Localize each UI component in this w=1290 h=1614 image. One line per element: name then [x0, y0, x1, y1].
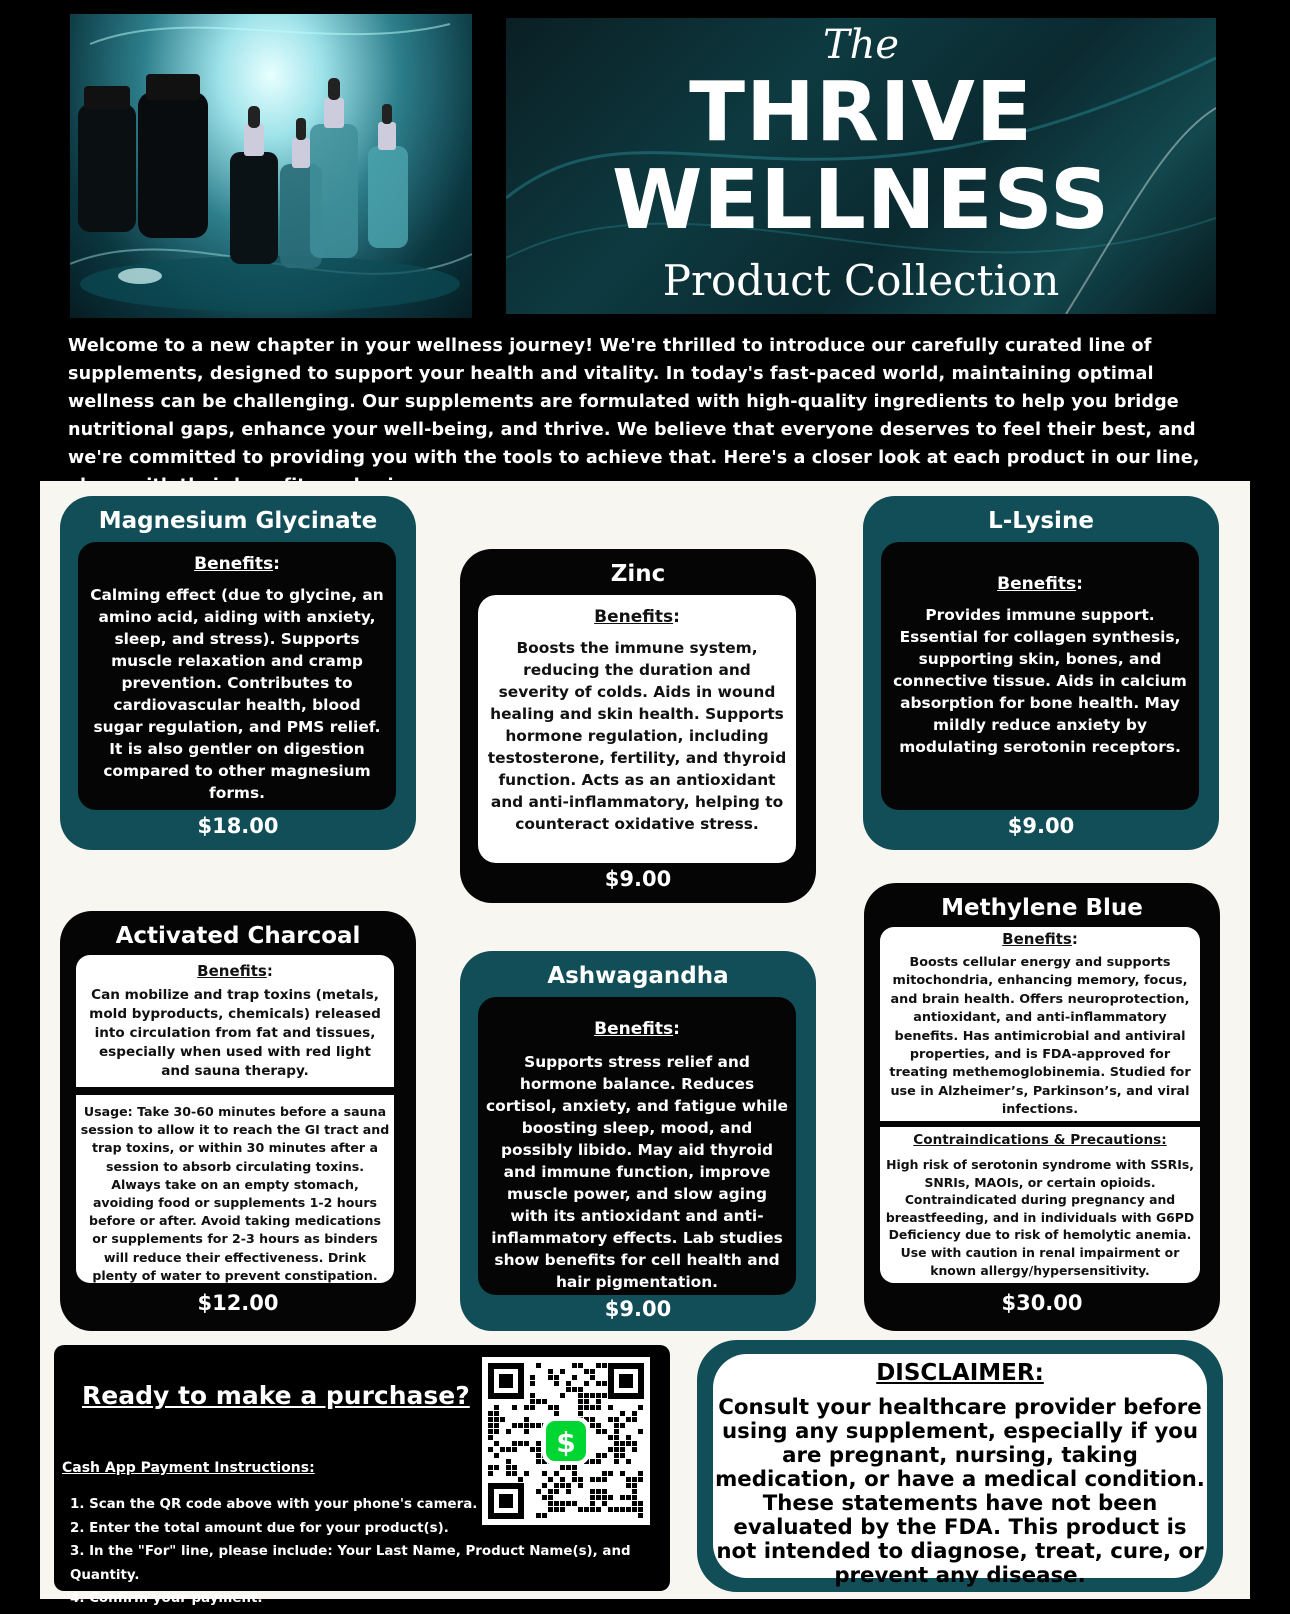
qr-module	[614, 1453, 619, 1458]
qr-module	[506, 1447, 511, 1452]
contraindications-label: Contraindications & Precautions:	[913, 1132, 1167, 1148]
title-thrive: THRIVE	[689, 65, 1033, 160]
qr-module	[554, 1501, 559, 1506]
qr-module	[590, 1423, 595, 1428]
qr-module	[554, 1507, 559, 1512]
product-card-ashwagandha	[460, 951, 816, 1331]
qr-module	[638, 1513, 643, 1518]
qr-module	[590, 1417, 595, 1422]
qr-module	[494, 1411, 499, 1416]
qr-module	[632, 1447, 637, 1452]
benefits-box: Benefits: Provides immune support. Essential for collagen synthesis, supporting skin, bones, and connective tissue. Aids in calcium absorption for bone health. May mildly reduce anxiety by modulating serotonin receptors.	[881, 542, 1199, 810]
benefits-text: Can mobilize and trap toxins (metals, mold byproducts, chemicals) released into circulation from fat and tissues, especially when used with red light and sauna therapy.	[89, 987, 381, 1079]
qr-module	[488, 1417, 493, 1422]
qr-module	[578, 1507, 583, 1512]
qr-module	[602, 1471, 607, 1476]
qr-module	[614, 1435, 619, 1440]
qr-module	[602, 1453, 607, 1458]
qr-module	[632, 1501, 637, 1506]
qr-module	[584, 1399, 589, 1404]
qr-module	[620, 1411, 625, 1416]
qr-module	[536, 1423, 541, 1428]
qr-module	[524, 1405, 529, 1410]
qr-module	[620, 1441, 625, 1446]
product-name: Magnesium Glycinate	[98, 508, 378, 534]
qr-module	[494, 1429, 499, 1434]
qr-module	[572, 1363, 577, 1368]
qr-module	[560, 1393, 565, 1398]
qr-module	[488, 1435, 493, 1440]
qr-module	[632, 1441, 637, 1446]
qr-module	[560, 1483, 565, 1488]
qr-module	[554, 1471, 559, 1476]
qr-module	[590, 1495, 595, 1500]
qr-module	[632, 1495, 637, 1500]
qr-module	[488, 1429, 493, 1434]
qr-module	[488, 1447, 493, 1452]
qr-module	[536, 1489, 541, 1494]
qr-module	[560, 1507, 565, 1512]
purchase-heading: Ready to make a purchase?	[82, 1381, 470, 1410]
qr-module	[602, 1429, 607, 1434]
qr-module	[530, 1375, 535, 1380]
qr-module	[524, 1417, 529, 1422]
product-name: Methylene Blue	[941, 895, 1143, 921]
benefits-box: Benefits: Can mobilize and trap toxins (metals, mold byproducts, chemicals) released into circulation from fat and tissues, especially when used with red light and sauna therapy.	[76, 955, 394, 1087]
qr-module	[632, 1483, 637, 1488]
qr-module	[596, 1495, 601, 1500]
benefits-label: Benefits	[194, 554, 274, 574]
qr-module	[524, 1429, 529, 1434]
qr-module	[578, 1393, 583, 1398]
qr-module	[494, 1453, 499, 1458]
qr-module	[632, 1417, 637, 1422]
qr-module	[566, 1483, 571, 1488]
product-price: $30.00	[1001, 1291, 1083, 1315]
qr-module	[494, 1423, 499, 1428]
qr-module	[584, 1405, 589, 1410]
qr-module	[566, 1387, 571, 1392]
benefits-text: Boosts cellular energy and supports mitochondria, enhancing memory, focus, and brain health. Offers neuroprotection, antioxidant, and anti-inflammatory benefits. Has antimicrobial and antiviral properties, and is FDA-approved for treating methemoglobinemia. Studied for use in Alzheimer’s, Parkinson’s, and viral infections.	[889, 955, 1191, 1118]
qr-module	[602, 1363, 607, 1368]
qr-module	[488, 1423, 493, 1428]
qr-module	[488, 1465, 493, 1470]
qr-module	[608, 1405, 613, 1410]
qr-module	[602, 1393, 607, 1398]
qr-module	[632, 1411, 637, 1416]
qr-module	[572, 1375, 577, 1380]
qr-module	[614, 1417, 619, 1422]
qr-module	[614, 1429, 619, 1434]
qr-module	[608, 1417, 613, 1422]
qr-module	[638, 1405, 643, 1410]
qr-module	[602, 1381, 607, 1386]
product-card-charcoal	[60, 911, 416, 1331]
instruction-step: 4. Confirm your payment.	[70, 1591, 263, 1606]
qr-module	[638, 1471, 643, 1476]
qr-module	[530, 1423, 535, 1428]
qr-module	[596, 1393, 601, 1398]
benefits-text: Calming effect (due to glycine, an amino acid, aiding with anxiety, sleep, and stress). Supports muscle relaxation and cramp prevention. Contributes to cardiovascular health, blood sugar regulation, and PMS relief. It is also gentler on digestion compared to other magnesium forms.	[90, 586, 384, 802]
title-the: The	[822, 22, 900, 68]
qr-module	[506, 1429, 511, 1434]
qr-module	[536, 1459, 541, 1464]
qr-module	[548, 1501, 553, 1506]
qr-module	[626, 1483, 631, 1488]
qr-module	[590, 1369, 595, 1374]
qr-module	[572, 1501, 577, 1506]
qr-module	[536, 1441, 541, 1446]
qr-module	[602, 1477, 607, 1482]
qr-module	[596, 1405, 601, 1410]
disclaimer-inner	[713, 1354, 1207, 1588]
qr-module	[584, 1507, 589, 1512]
qr-module	[626, 1417, 631, 1422]
qr-module	[596, 1429, 601, 1434]
qr-module	[614, 1447, 619, 1452]
qr-module	[614, 1507, 619, 1512]
qr-module	[566, 1501, 571, 1506]
instruction-step: 2. Enter the total amount due for your product(s).	[70, 1520, 449, 1536]
qr-module	[548, 1405, 553, 1410]
qr-module	[512, 1471, 517, 1476]
qr-module	[620, 1495, 625, 1500]
qr-module	[572, 1465, 577, 1470]
product-price: $9.00	[604, 1297, 672, 1321]
qr-module	[578, 1363, 583, 1368]
qr-module	[530, 1447, 535, 1452]
qr-module	[578, 1477, 583, 1482]
qr-module	[548, 1489, 553, 1494]
qr-module	[590, 1459, 595, 1464]
qr-module	[620, 1447, 625, 1452]
qr-module	[638, 1501, 643, 1506]
instruction-step: 1. Scan the QR code above with your phone's camera.	[70, 1497, 478, 1512]
qr-code-icon[interactable]	[482, 1357, 650, 1525]
qr-module	[608, 1495, 613, 1500]
benefits-label: Benefits	[594, 607, 674, 627]
qr-module	[590, 1489, 595, 1494]
qr-module	[596, 1507, 601, 1512]
qr-module	[542, 1495, 547, 1500]
qr-module	[596, 1381, 601, 1386]
qr-module	[506, 1471, 511, 1476]
qr-module	[590, 1393, 595, 1398]
qr-module	[608, 1507, 613, 1512]
qr-module	[614, 1423, 619, 1428]
qr-module	[494, 1441, 499, 1446]
qr-module	[530, 1393, 535, 1398]
qr-module	[590, 1477, 595, 1482]
product-price: $12.00	[197, 1291, 279, 1315]
qr-module	[584, 1393, 589, 1398]
product-price: $9.00	[604, 867, 672, 891]
qr-module	[608, 1447, 613, 1452]
qr-module	[590, 1405, 595, 1410]
qr-module	[518, 1477, 523, 1482]
qr-module	[578, 1483, 583, 1488]
qr-module	[626, 1477, 631, 1482]
qr-module	[578, 1405, 583, 1410]
qr-module	[560, 1501, 565, 1506]
qr-module	[602, 1501, 607, 1506]
title-wellness: WELLNESS	[611, 153, 1111, 248]
qr-module	[626, 1459, 631, 1464]
qr-module	[572, 1387, 577, 1392]
qr-module	[590, 1375, 595, 1380]
qr-module	[572, 1471, 577, 1476]
benefits-text: Supports stress relief and hormone balance. Reduces cortisol, anxiety, and fatigue while boosting sleep, mood, and possibly libido. May aid thyroid and immune function, improve muscle power, and slow aging with its antioxidant and anti-inflammatory effects. Lab studies show benefits for cell health and hair pigmentation.	[486, 1053, 788, 1291]
product-name: Activated Charcoal	[115, 923, 361, 949]
product-card-lysine	[863, 496, 1219, 850]
qr-module	[524, 1471, 529, 1476]
svg-text:$: $	[556, 1426, 576, 1459]
qr-module	[530, 1381, 535, 1386]
qr-module	[512, 1465, 517, 1470]
qr-module	[566, 1465, 571, 1470]
product-name: Ashwagandha	[547, 963, 729, 989]
qr-module	[542, 1483, 547, 1488]
qr-module	[578, 1411, 583, 1416]
qr-module	[596, 1489, 601, 1494]
qr-module	[512, 1441, 517, 1446]
qr-module	[596, 1453, 601, 1458]
qr-module	[524, 1441, 529, 1446]
qr-module	[584, 1369, 589, 1374]
qr-module	[548, 1369, 553, 1374]
qr-module	[632, 1507, 637, 1512]
qr-module	[626, 1495, 631, 1500]
qr-module	[614, 1441, 619, 1446]
disclaimer-box	[697, 1340, 1223, 1592]
title-banner	[506, 18, 1216, 314]
benefits-label: Benefits	[197, 962, 267, 980]
supplement-bottles-image	[70, 14, 472, 318]
qr-module	[620, 1471, 625, 1476]
qr-module	[542, 1471, 547, 1476]
qr-module	[608, 1435, 613, 1440]
qr-module	[602, 1489, 607, 1494]
benefits-text: Boosts the immune system, reducing the duration and severity of colds. Aids in wound healing and skin health. Supports hormone regulation, including testosterone, fertility, and thyroid function. Acts as an antioxidant and anti-inflammatory, helping to counteract oxidative stress.	[487, 639, 787, 833]
qr-module	[578, 1399, 583, 1404]
disclaimer-text: Consult your healthcare provider before using any supplement, especially if you are pregnant, nursing, taking medication, or have a medical condition. These statements have not been evaluated by the FDA. This product is not intended to diagnose, treat, cure, or prevent any disease.	[715, 1395, 1205, 1588]
qr-module	[620, 1507, 625, 1512]
qr-module	[536, 1453, 541, 1458]
qr-module	[536, 1513, 541, 1518]
qr-module	[632, 1477, 637, 1482]
qr-module	[512, 1447, 517, 1452]
product-card-magnesium	[60, 496, 416, 850]
qr-module	[578, 1387, 583, 1392]
qr-module	[500, 1417, 505, 1422]
qr-module	[518, 1423, 523, 1428]
qr-module	[512, 1423, 517, 1428]
qr-module	[638, 1477, 643, 1482]
product-card-zinc	[460, 549, 816, 903]
benefits-text: Provides immune support. Essential for collagen synthesis, supporting skin, bones, and connective tissue. Aids in calcium absorption for bone health. May mildly reduce anxiety by modulating serotonin receptors.	[893, 606, 1187, 756]
qr-module	[590, 1501, 595, 1506]
qr-module	[530, 1405, 535, 1410]
qr-module	[614, 1459, 619, 1464]
qr-module	[548, 1507, 553, 1512]
product-price: $18.00	[197, 814, 279, 838]
qr-module	[554, 1381, 559, 1386]
qr-module	[554, 1483, 559, 1488]
qr-module	[596, 1459, 601, 1464]
qr-module	[626, 1435, 631, 1440]
qr-module	[620, 1423, 625, 1428]
qr-module	[620, 1453, 625, 1458]
qr-module	[536, 1363, 541, 1368]
qr-module	[596, 1363, 601, 1368]
qr-module	[548, 1495, 553, 1500]
benefits-box: Benefits: Boosts cellular energy and supports mitochondria, enhancing memory, focus, and brain health. Offers neuroprotection, antioxidant, and anti-inflammatory benefits. Has antimicrobial and antiviral properties, and is FDA-approved for treating methemoglobinemia. Studied for use in Alzheimer’s, Parkinson’s, and viral infections.	[880, 927, 1200, 1121]
qr-module	[560, 1369, 565, 1374]
qr-module	[560, 1465, 565, 1470]
qr-module	[500, 1447, 505, 1452]
qr-module	[584, 1381, 589, 1386]
benefits-box: Benefits: Boosts the immune system, reducing the duration and severity of colds. Aids in wound healing and skin health. Supports hormone regulation, including testosterone, fertility, and thyroid function. Acts as an antioxidant and anti-inflammatory, helping to counteract oxidative stress.	[478, 595, 796, 863]
qr-module	[596, 1477, 601, 1482]
qr-module	[542, 1399, 547, 1404]
qr-module	[506, 1459, 511, 1464]
qr-module	[608, 1471, 613, 1476]
qr-module	[494, 1465, 499, 1470]
disclaimer-heading: DISCLAIMER:	[876, 1360, 1044, 1386]
product-card-methylene	[864, 883, 1220, 1331]
qr-module	[626, 1441, 631, 1446]
qr-module	[506, 1465, 511, 1470]
qr-module	[530, 1399, 535, 1404]
subtitle-product-collection: Product Collection	[662, 256, 1060, 305]
benefits-label: Benefits	[594, 1019, 674, 1039]
qr-module	[524, 1423, 529, 1428]
qr-module	[572, 1477, 577, 1482]
qr-module	[554, 1405, 559, 1410]
benefits-label: Benefits	[997, 574, 1077, 594]
usage-box	[76, 1095, 394, 1283]
qr-module	[560, 1477, 565, 1482]
qr-module	[536, 1399, 541, 1404]
benefits-box: Benefits: Calming effect (due to glycine, an amino acid, aiding with anxiety, sleep, and stress). Supports muscle relaxation and cramp prevention. Contributes to cardiovascular health, blood sugar regulation, and PMS relief. It is also gentler on digestion compared to other magnesium forms.	[78, 542, 396, 810]
qr-module	[566, 1489, 571, 1494]
contraindications-box	[880, 1127, 1200, 1283]
product-price: $9.00	[1007, 814, 1075, 838]
qr-module	[536, 1447, 541, 1452]
qr-module	[632, 1489, 637, 1494]
benefits-box: Benefits: Supports stress relief and hormone balance. Reduces cortisol, anxiety, and fatigue while boosting sleep, mood, and possibly libido. May aid thyroid and immune function, improve muscle power, and slow aging with its antioxidant and anti-inflammatory effects. Lab studies show benefits for cell health and hair pigmentation.	[478, 997, 796, 1295]
cash-app-instructions-heading: Cash App Payment Instructions:	[62, 1460, 315, 1476]
product-name: L-Lysine	[988, 508, 1094, 534]
qr-module	[554, 1489, 559, 1494]
qr-module	[512, 1405, 517, 1410]
qr-module	[494, 1405, 499, 1410]
intro-paragraph: Welcome to a new chapter in your wellness journey! We're thrilled to introduce our carefully curated line of supplements, designed to support your health and vitality. In today's fast-paced world, maintaining optimal wellness can be challenging. Our supplements are formulated with high-quality ingredients to help you bridge nutritional gaps, enhance your well-being, and thrive. We believe that everyone deserves to feel their best, and we're committed to providing you with the tools to achieve that. Here's a closer look at each product in our line,	[68, 336, 1200, 468]
qr-module	[596, 1399, 601, 1404]
qr-module	[596, 1423, 601, 1428]
qr-module	[488, 1411, 493, 1416]
qr-module	[488, 1471, 493, 1476]
qr-module	[518, 1441, 523, 1446]
qr-module	[566, 1381, 571, 1386]
qr-module	[494, 1417, 499, 1422]
qr-module	[602, 1495, 607, 1500]
qr-module	[548, 1477, 553, 1482]
benefits-label: Benefits	[1002, 930, 1072, 948]
qr-module	[542, 1513, 547, 1518]
qr-module	[554, 1411, 559, 1416]
qr-module	[638, 1507, 643, 1512]
usage-text: Usage: Take 30-60 minutes before a sauna session to allow it to reach the GI tract and trap toxins, or within 30 minutes after a session to absorb circulating toxins. Always take on an empty stomach, avoiding food or supplements 1-2 hours before or after. Avoid taking medications or supplements for 2-3 hours as binders will reduce their effectiveness. Drink plenty of water to prevent constipation.	[80, 1104, 390, 1283]
instruction-step: 3. In the "For" line, please include: Your Last Name, Product Name(s), and Quantity.	[70, 1544, 631, 1583]
qr-module	[590, 1507, 595, 1512]
qr-module	[548, 1375, 553, 1380]
qr-module	[638, 1429, 643, 1434]
qr-module	[626, 1507, 631, 1512]
qr-module	[554, 1375, 559, 1380]
product-name: Zinc	[610, 561, 666, 587]
contraindications-text: High risk of serotonin syndrome with SSRIs, SNRIs, MAOIs, or certain opioids. Contraindicated during pregnancy and breastfeeding, and in individuals with G6PD Deficiency due to risk of hemolytic anemia. Use with caution in renal impairment or known allergy/hypersensitivity.	[885, 1157, 1195, 1278]
